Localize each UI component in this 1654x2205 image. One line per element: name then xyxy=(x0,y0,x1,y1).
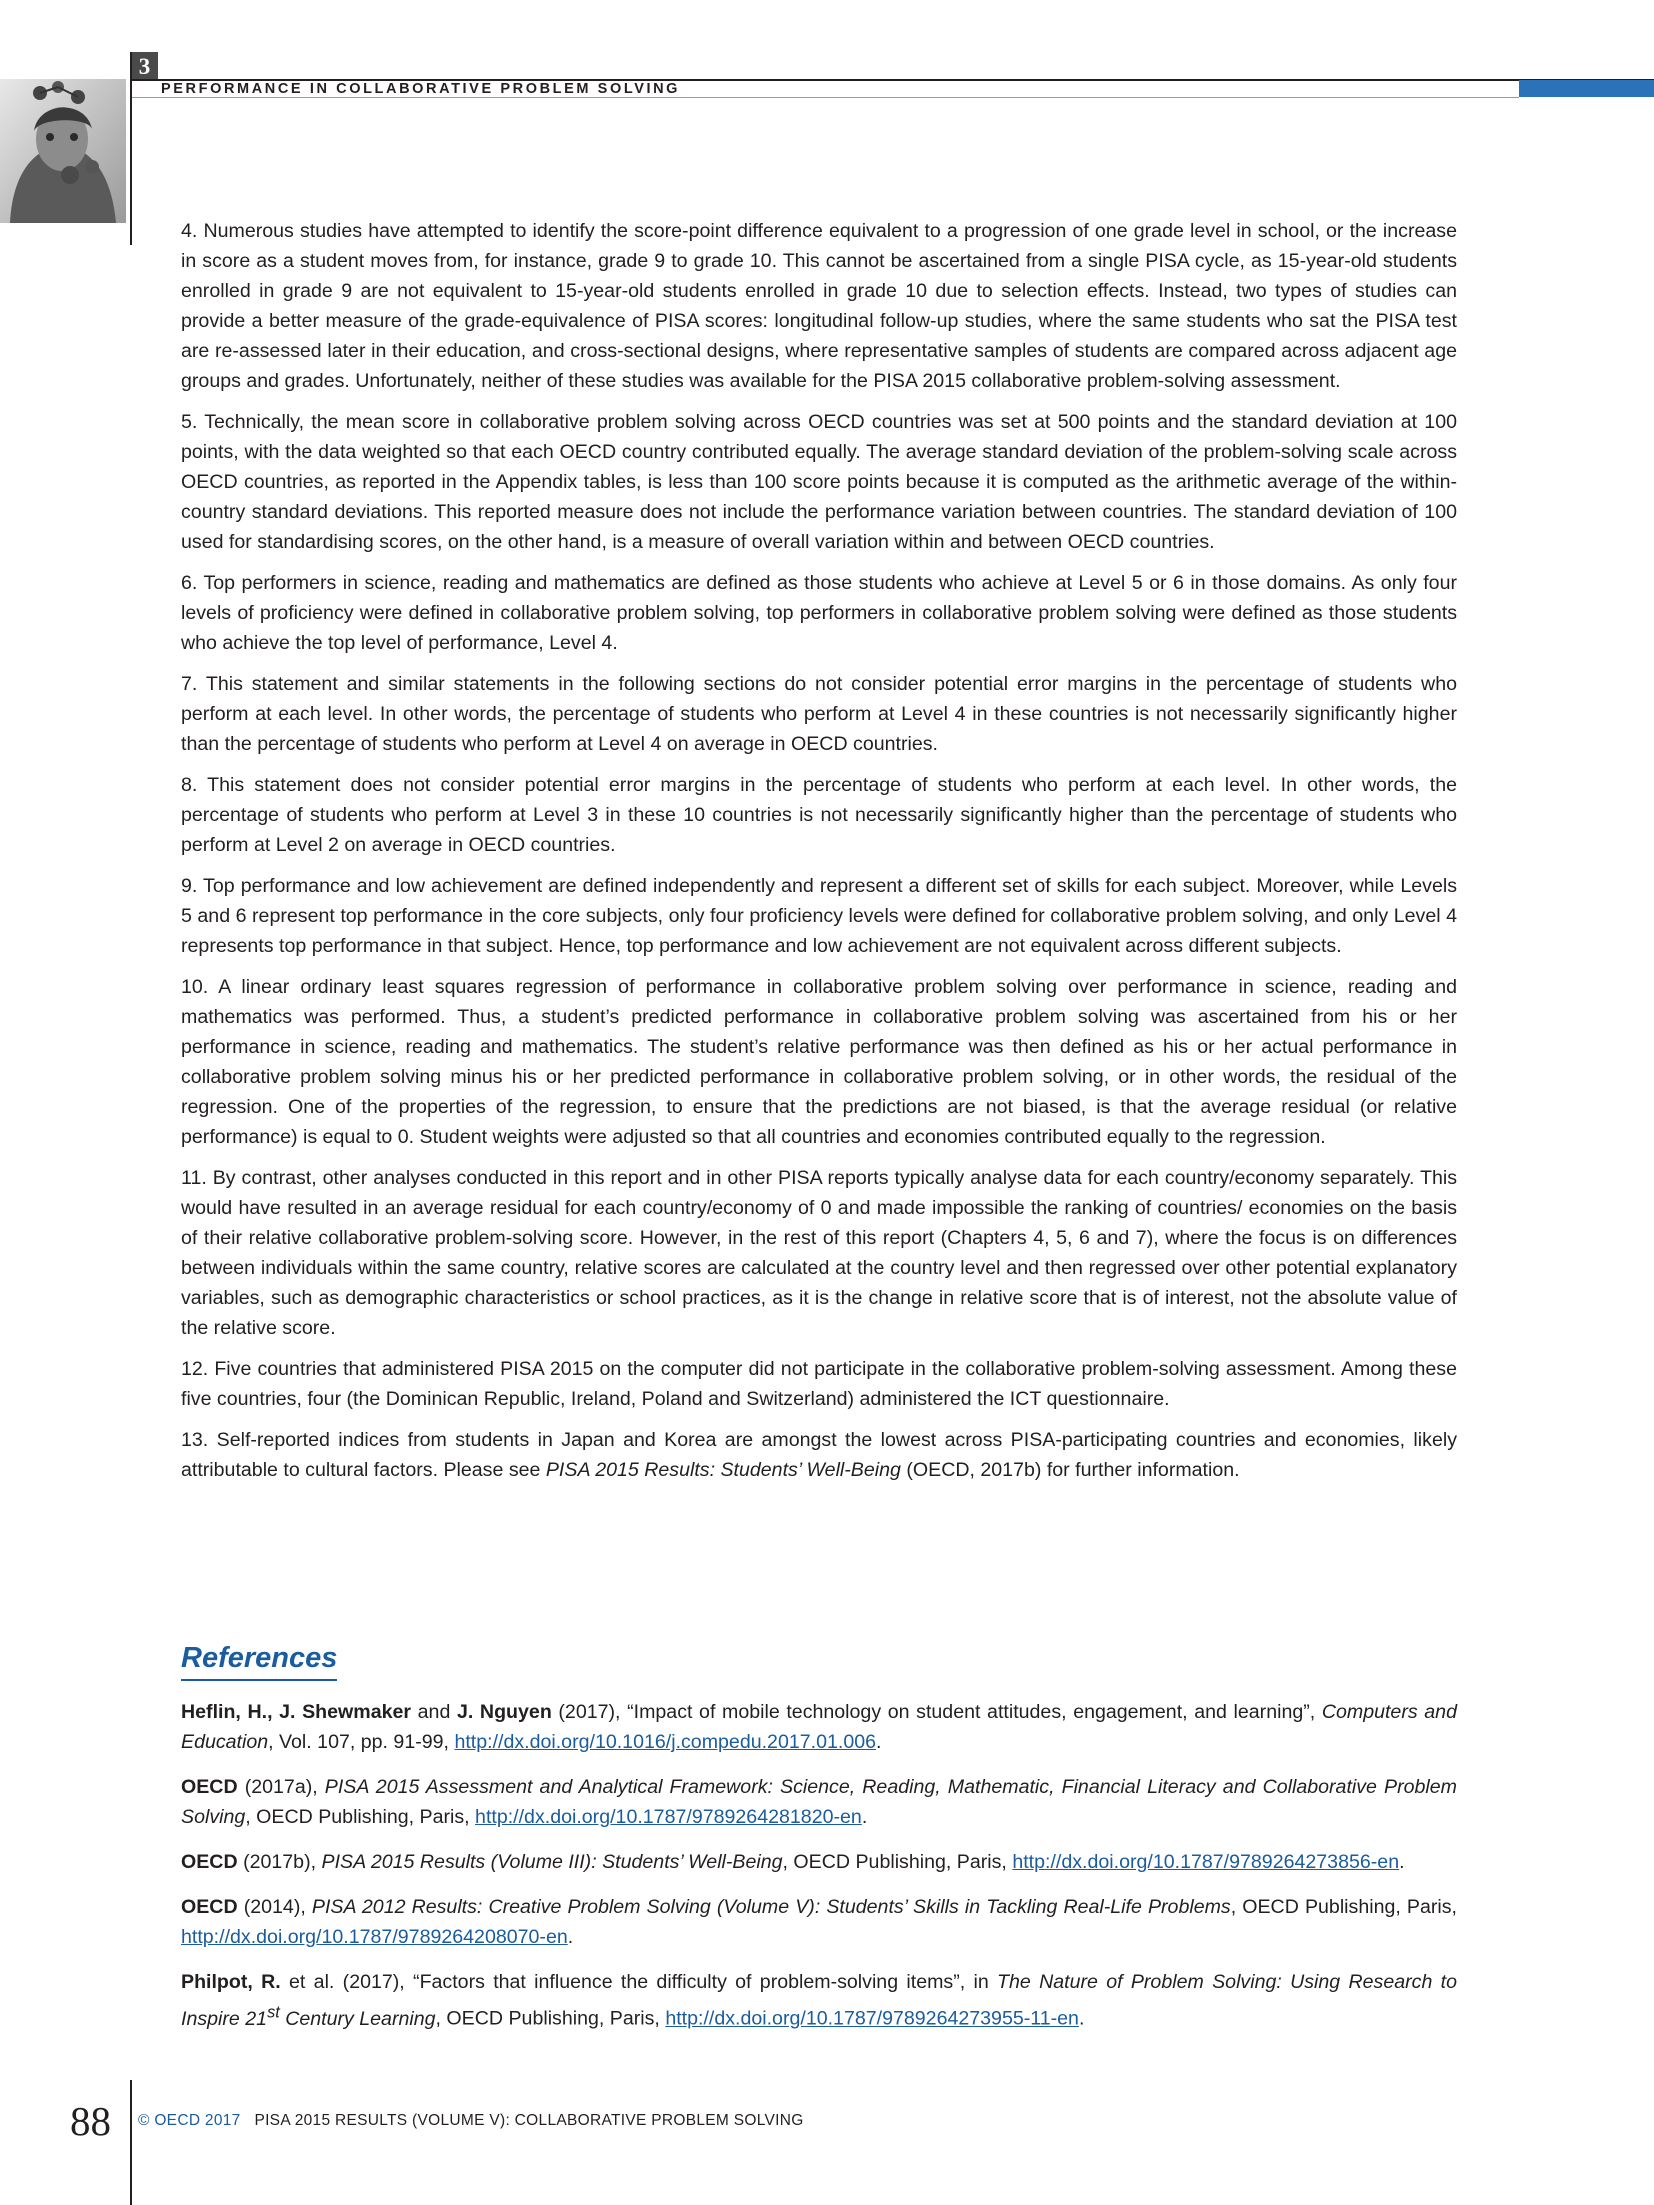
ref-title-part: The Nature of Problem Solving: Using Research to Inspire 21 xyxy=(181,1971,1457,2030)
ref-end: . xyxy=(876,1731,882,1753)
endnote-11: 11. By contrast, other analyses conducted in this report and in other PISA reports typically analyse data for each country/economy separately. This would have resulted in an average residual for each country/economy of 0 and made impossible the ranking of countries/ economies on the basis of their relative collaborative problem-solving score. However, in the rest of this report (Chapters 4, 5, 6 and 7), where the focus is on differences between individuals within the same country, relative scores are calculated at the country level and then regressed over other potential explanatory variables, such as demographic characteristics or school practices, as it is the change in relative score that is of interest, not the absolute value of the relative score. xyxy=(181,1167,1457,1339)
ref-publisher: , OECD Publishing, Paris, xyxy=(435,2007,666,2030)
endnote-5: 5. Technically, the mean score in collaborative problem solving across OECD countries was set at 500 points and the standard deviation at 100 points, with the data weighted so that each OECD country contributed equally. The average standard deviation of the problem-solving scale across OECD countries, as reported in the Appendix tables, is less than 100 score points because it is computed as the arithmetic average of the within-country standard deviations. This reported measure does not include the performance variation between countries. The standard deviation of 100 used for standardising scores, on the other hand, is a measure of overall variation within and between OECD countries. xyxy=(181,411,1457,553)
ref-year: (2014), xyxy=(237,1896,312,1918)
endnote-8: 8. This statement does not consider potential error margins in the percentage of students who perform at each level. In other words, the percentage of students who perform at Level 3 in these 10 countries is not necessarily significantly higher than the percentage of students who perform at Level 2 on average in OECD countries. xyxy=(181,774,1457,856)
chapter-photo xyxy=(0,79,126,223)
page-number: 88 xyxy=(70,2098,111,2144)
header-divider xyxy=(131,97,1519,98)
endnote-7: 7. This statement and similar statements in the following sections do not consider potential error margins in the percentage of students who perform at each level. In other words, the percentage of students who perform at Level 4 in these countries is not necessarily significantly higher than the percentage of students who perform at Level 4 on average in OECD countries. xyxy=(181,673,1457,755)
ref-end: . xyxy=(1078,2007,1085,2030)
references-heading: References xyxy=(181,1640,337,1681)
ref-link[interactable]: http://dx.doi.org/10.1787/9789264281820-en xyxy=(475,1806,862,1828)
ref-authors: Philpot, R. xyxy=(181,1971,281,1993)
ref-authors: OECD xyxy=(181,1851,238,1873)
footer xyxy=(138,2110,804,2132)
ref-title: PISA 2012 Results: Creative Problem Solving (Volume V): Students’ Skills in Tackling Real-Life Problems xyxy=(311,1896,1231,1918)
reference-item xyxy=(181,1772,1457,1832)
publication-title: PISA 2015 RESULTS (VOLUME V): COLLABORATIVE PROBLEM SOLVING xyxy=(254,2112,804,2129)
ref-authors: OECD xyxy=(181,1896,238,1918)
ref-link[interactable]: http://dx.doi.org/10.1787/9789264273856-en xyxy=(1012,1851,1400,1873)
ref-year: (2017a), xyxy=(237,1776,325,1798)
ref-year: (2017b), xyxy=(237,1851,322,1873)
ref-end: . xyxy=(567,1926,574,1948)
ref-publisher: , OECD Publishing, Paris, xyxy=(1230,1896,1457,1918)
ref-publisher: , OECD Publishing, Paris, xyxy=(782,1851,1013,1873)
margin-rule-top xyxy=(130,52,132,245)
ref-publisher: , OECD Publishing, Paris, xyxy=(245,1806,476,1828)
chapter-title: PERFORMANCE IN COLLABORATIVE PROBLEM SOLVING xyxy=(161,81,681,97)
ref-end: . xyxy=(861,1806,868,1828)
endnote-13 xyxy=(181,1425,1457,1485)
endnotes xyxy=(181,216,1457,1496)
margin-rule-bottom xyxy=(130,2080,132,2205)
reference-item xyxy=(181,1697,1457,1757)
reference-item xyxy=(181,1967,1457,2034)
endnote-12: 12. Five countries that administered PISA 2015 on the computer did not participate in the collaborative problem-solving assessment. Among these five countries, four (the Dominican Republic, Ireland, Poland and Switzerland) administered the ICT questionnaire. xyxy=(181,1358,1457,1410)
reference-item xyxy=(181,1892,1457,1952)
ref-authors: Heflin, H., J. Shewmaker xyxy=(181,1701,412,1723)
copyright: © OECD 2017 xyxy=(138,2112,241,2129)
ref-link[interactable]: http://dx.doi.org/10.1787/9789264273955-11-en xyxy=(665,2007,1079,2030)
endnote-13-title: PISA 2015 Results: Students’ Well-Being xyxy=(545,1459,901,1481)
ref-authors: OECD xyxy=(181,1776,238,1798)
ref-text: , Vol. 107, pp. 91-99, xyxy=(268,1731,455,1753)
ref-title: PISA 2015 Assessment and Analytical Framework: Science, Reading, Mathematic, Financial Literacy and Collaborative Problem Solving xyxy=(181,1776,1457,1828)
references-list xyxy=(181,1697,1457,2049)
endnote-10: 10. A linear ordinary least squares regression of performance in collaborative problem solving over performance in science, reading and mathematics was performed. Thus, a student’s predicted performance in collaborative problem solving was ascertained from his or her performance in science, reading and mathematics. The student’s relative performance was then defined as his or her actual performance in collaborative problem solving minus his or her predicted performance in collaborative problem solving, or in other words, the residual of the regression. One of the properties of the regression, to ensure that the predictions are not biased, is that the average residual (or relative performance) is equal to 0. Student weights were adjusted so that all countries and economies contributed equally to the regression. xyxy=(181,976,1457,1148)
ref-text: et al. (2017), “Factors that influence the difficulty of problem-solving items”, in xyxy=(280,1971,998,1993)
endnote-9: 9. Top performance and low achievement are defined independently and represent a different set of skills for each subject. Moreover, while Levels 5 and 6 represent top performance in the core subjects, only four proficiency levels were defined for collaborative problem solving, and only Level 4 represents top performance in that subject. Hence, top performance and low achievement are not equivalent across different subjects. xyxy=(181,875,1457,957)
endnote-13-end: (OECD, 2017b) for further information. xyxy=(900,1459,1240,1481)
ref-title-superscript: st xyxy=(267,2003,280,2021)
ref-title: PISA 2015 Results (Volume III): Students’ Well-Being xyxy=(321,1851,783,1873)
ref-end: . xyxy=(1399,1851,1405,1873)
endnote-6: 6. Top performers in science, reading and mathematics are defined as those students who achieve at Level 5 or 6 in those domains. As only four levels of proficiency were defined in collaborative problem solving, top performers in collaborative problem solving were defined as those students who achieve the top level of performance, Level 4. xyxy=(181,572,1457,654)
chapter-number: 3 xyxy=(131,52,158,81)
header-accent-bar xyxy=(1519,80,1654,97)
ref-text: (2017), “Impact of mobile technology on student attitudes, engagement, and learning”, xyxy=(551,1701,1322,1723)
ref-journal: Computers and Education xyxy=(181,1701,1457,1753)
endnote-13-text: 13. Self-reported indices from students in Japan and Korea are amongst the lowest across PISA-participating countries and economies, likely attributable to cultural factors. Please see xyxy=(181,1429,1457,1481)
ref-authors: J. Nguyen xyxy=(456,1701,552,1723)
ref-title-part: Century Learning xyxy=(279,2007,436,2030)
ref-and: and xyxy=(411,1701,457,1723)
reference-item xyxy=(181,1847,1457,1877)
endnote-4: 4. Numerous studies have attempted to identify the score-point difference equivalent to a progression of one grade level in school, or the increase in score as a student moves from, for instance, grade 9 to grade 10. This cannot be ascertained from a single PISA cycle, as 15-year-old students enrolled in grade 9 are not equivalent to 15-year-old students enrolled in grade 10 due to selection effects. Instead, two types of studies can provide a better measure of the grade-equivalence of PISA scores: longitudinal follow-up studies, where the same students who sat the PISA test are re-assessed later in their education, and cross-sectional designs, where representative samples of students are compared across adjacent age groups and grades. Unfortunately, neither of these studies was available for the PISA 2015 collaborative problem-solving assessment. xyxy=(181,220,1457,392)
ref-link[interactable]: http://dx.doi.org/10.1787/9789264208070-en xyxy=(181,1926,568,1948)
ref-link[interactable]: http://dx.doi.org/10.1016/j.compedu.2017.01.006 xyxy=(454,1731,877,1753)
